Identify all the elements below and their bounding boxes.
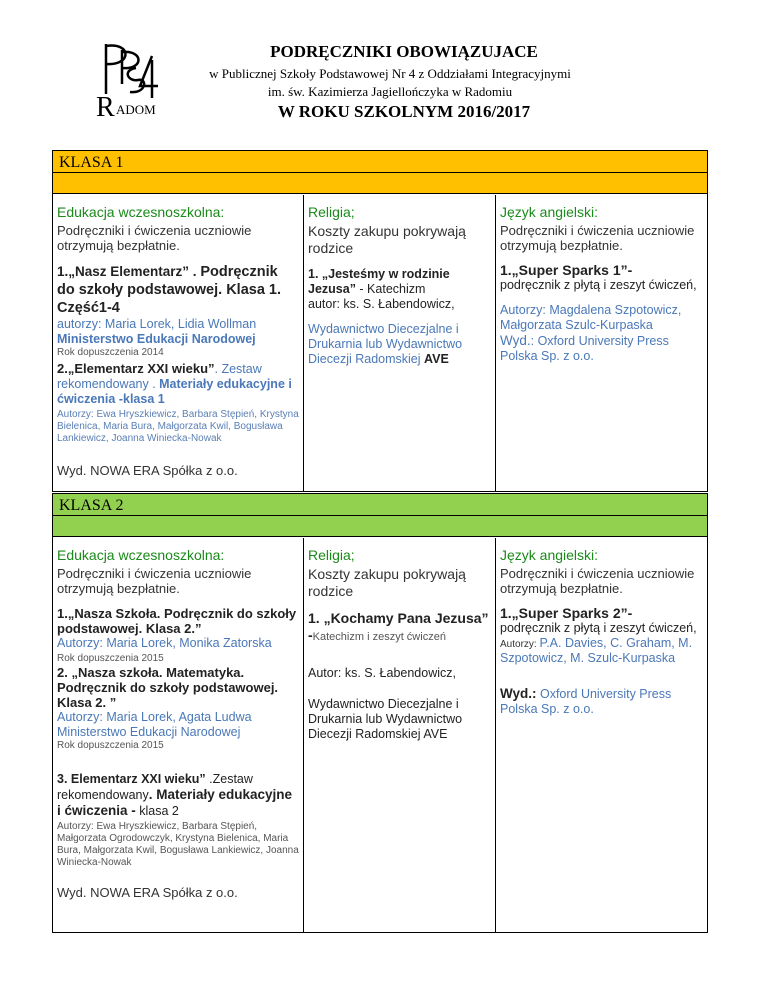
ministry: Ministerstwo Edukacji Narodowej — [57, 725, 241, 739]
note-free: Podręczniki i ćwiczenia uczniowie otrzymują bezpłatnie. — [500, 223, 695, 253]
textbook-item: 1.„Nasza Szkoła. Podręcznik do szkoły podstawowej. Klasa 2.” — [57, 606, 297, 636]
publisher: Wyd. NOWA ERA Spółka z o.o. — [57, 885, 238, 900]
svg-text:ADOM: ADOM — [116, 102, 156, 117]
school-patron: im. św. Kazimierza Jagiellończyka w Radomiu — [267, 84, 513, 99]
publisher: Wyd.: Oxford University Press Polska Sp. z o.o. — [500, 333, 669, 363]
heading-religia: Religia; — [308, 547, 355, 563]
klasa2-angielski-column — [496, 538, 707, 932]
klasa1-columns — [53, 195, 707, 491]
school-name: w Publicznej Szkoły Podstawowej Nr 4 z Oddziałami Integracyjnymi — [209, 66, 571, 81]
klasa1-strip — [53, 173, 707, 194]
textbook-item: 1. „Jesteśmy w rodzinie Jezusa” - Katechizm — [308, 267, 450, 296]
publisher: Wydawnictwo Diecezjalne i Drukarnia lub Wydawnictwo Diecezji Radomskiej AVE — [308, 322, 463, 366]
textbook-desc: podręcznik z płytą i zeszyt ćwiczeń, — [500, 621, 697, 635]
klasa1-edukacja-column — [53, 195, 304, 491]
heading-edukacja: Edukacja wczesnoszkolna: — [57, 547, 225, 563]
klasa2-edukacja-column — [53, 538, 304, 932]
klasa2-table — [52, 493, 708, 933]
klasa1-angielski-column — [496, 195, 707, 491]
publisher: Wydawnictwo Diecezjalne i Drukarnia lub Wydawnictwo Diecezji Radomskiej AVE — [308, 697, 463, 741]
authors: Autorzy: Magdalena Szpotowicz, Małgorzata Szulc-Kurpaska — [500, 303, 682, 332]
ministry: Ministerstwo Edukacji Narodowej — [57, 332, 256, 346]
school-year: W ROKU SZKOLNYM 2016/2017 — [277, 102, 531, 121]
klasa1-religia-column — [304, 195, 496, 491]
approval-year: Rok dopuszczenia 2015 — [57, 740, 164, 751]
textbook-item: 1.„Super Sparks 2”- — [500, 605, 633, 621]
heading-religia: Religia; — [308, 204, 355, 220]
klasa1-title: KLASA 1 — [53, 151, 707, 173]
authors: Autorzy: Maria Lorek, Agata Ludwa — [57, 710, 252, 724]
note-cost: Koszty zakupu pokrywają rodzice — [308, 223, 466, 256]
note-free: Podręczniki i ćwiczenia uczniowie otrzymują bezpłatnie. — [57, 566, 252, 596]
textbook-desc: podręcznik z płytą i zeszyt ćwiczeń, — [500, 278, 697, 292]
authors: Autorzy: P.A. Davies, C. Graham, M. Szpotowicz, M. Szulc-Kurpaska — [500, 636, 693, 665]
authors: autorzy: Maria Lorek, Lidia Wollman — [57, 317, 257, 331]
authors: Autorzy: Ewa Hryszkiewicz, Barbara Stępień, Małgorzata Ogrodowczyk, Krystyna Bielenica, Maria Bura, Małgorzata Kwil, Bogusława Lankiewicz, Joanna Winiecka-Nowak — [57, 821, 299, 868]
page-title: PODRĘCZNIKI OBOWIĄZUJACE — [270, 42, 538, 61]
heading-angielski: Język angielski: — [500, 547, 599, 563]
textbook-item: 2. „Nasza szkoła. Matematyka. Podręcznik do szkoły podstawowej. Klasa 2. ” — [57, 665, 279, 710]
svg-text:R: R — [96, 92, 115, 118]
approval-year: Rok dopuszczenia 2015 — [57, 653, 164, 664]
textbook-item: 3. Elementarz XXI wieku” .Zestaw rekomendowany. Materiały edukacyjne i ćwiczenia - klasa 2 — [57, 772, 293, 818]
klasa1-table — [52, 150, 708, 492]
heading-angielski: Język angielski: — [500, 204, 599, 220]
klasa2-title: KLASA 2 — [53, 494, 707, 516]
heading-edukacja: Edukacja wczesnoszkolna: — [57, 204, 225, 220]
approval-year: Rok dopuszczenia 2014 — [57, 347, 164, 358]
klasa1-header — [53, 151, 707, 194]
klasa2-religia-column — [304, 538, 496, 932]
note-free: Podręczniki i ćwiczenia uczniowie otrzymują bezpłatnie. — [57, 223, 252, 253]
authors: Autorzy: Maria Lorek, Monika Zatorska — [57, 636, 272, 650]
textbook-item: 2.„Elementarz XXI wieku”. Zestaw rekomendowany . Materiały edukacyjne i ćwiczenia -klasa 1 — [57, 361, 292, 406]
textbook-item: 1.„Super Sparks 1”- — [500, 262, 633, 278]
note-free: Podręczniki i ćwiczenia uczniowie otrzymują bezpłatnie. — [500, 566, 695, 596]
page-header — [0, 0, 768, 140]
klasa2-columns — [53, 538, 707, 932]
textbook-item: 1. „Kochamy Pana Jezusa” -Katechizm i zeszyt ćwiczeń — [308, 610, 489, 643]
klasa2-header — [53, 494, 707, 537]
author: autor: ks. S. Łabendowicz, — [308, 297, 455, 311]
textbook-item: 1.„Nasz Elementarz” . Podręcznik do szkoły podstawowej. Klasa 1. Część1-4 — [57, 264, 282, 316]
author: Autor: ks. S. Łabendowicz, — [308, 666, 456, 680]
klasa2-strip — [53, 516, 707, 537]
publisher: Wyd.: Oxford University Press Polska Sp. z o.o. — [500, 686, 672, 716]
publisher: Wyd. NOWA ERA Spółka z o.o. — [57, 463, 238, 478]
authors: Autorzy: Ewa Hryszkiewicz, Barbara Stępień, Krystyna Bielenica, Maria Bura, Małgorzata Kwil, Bogusława Lankiewicz, Joanna Winiecka-Nowak — [57, 409, 299, 444]
note-cost: Koszty zakupu pokrywają rodzice — [308, 566, 466, 599]
